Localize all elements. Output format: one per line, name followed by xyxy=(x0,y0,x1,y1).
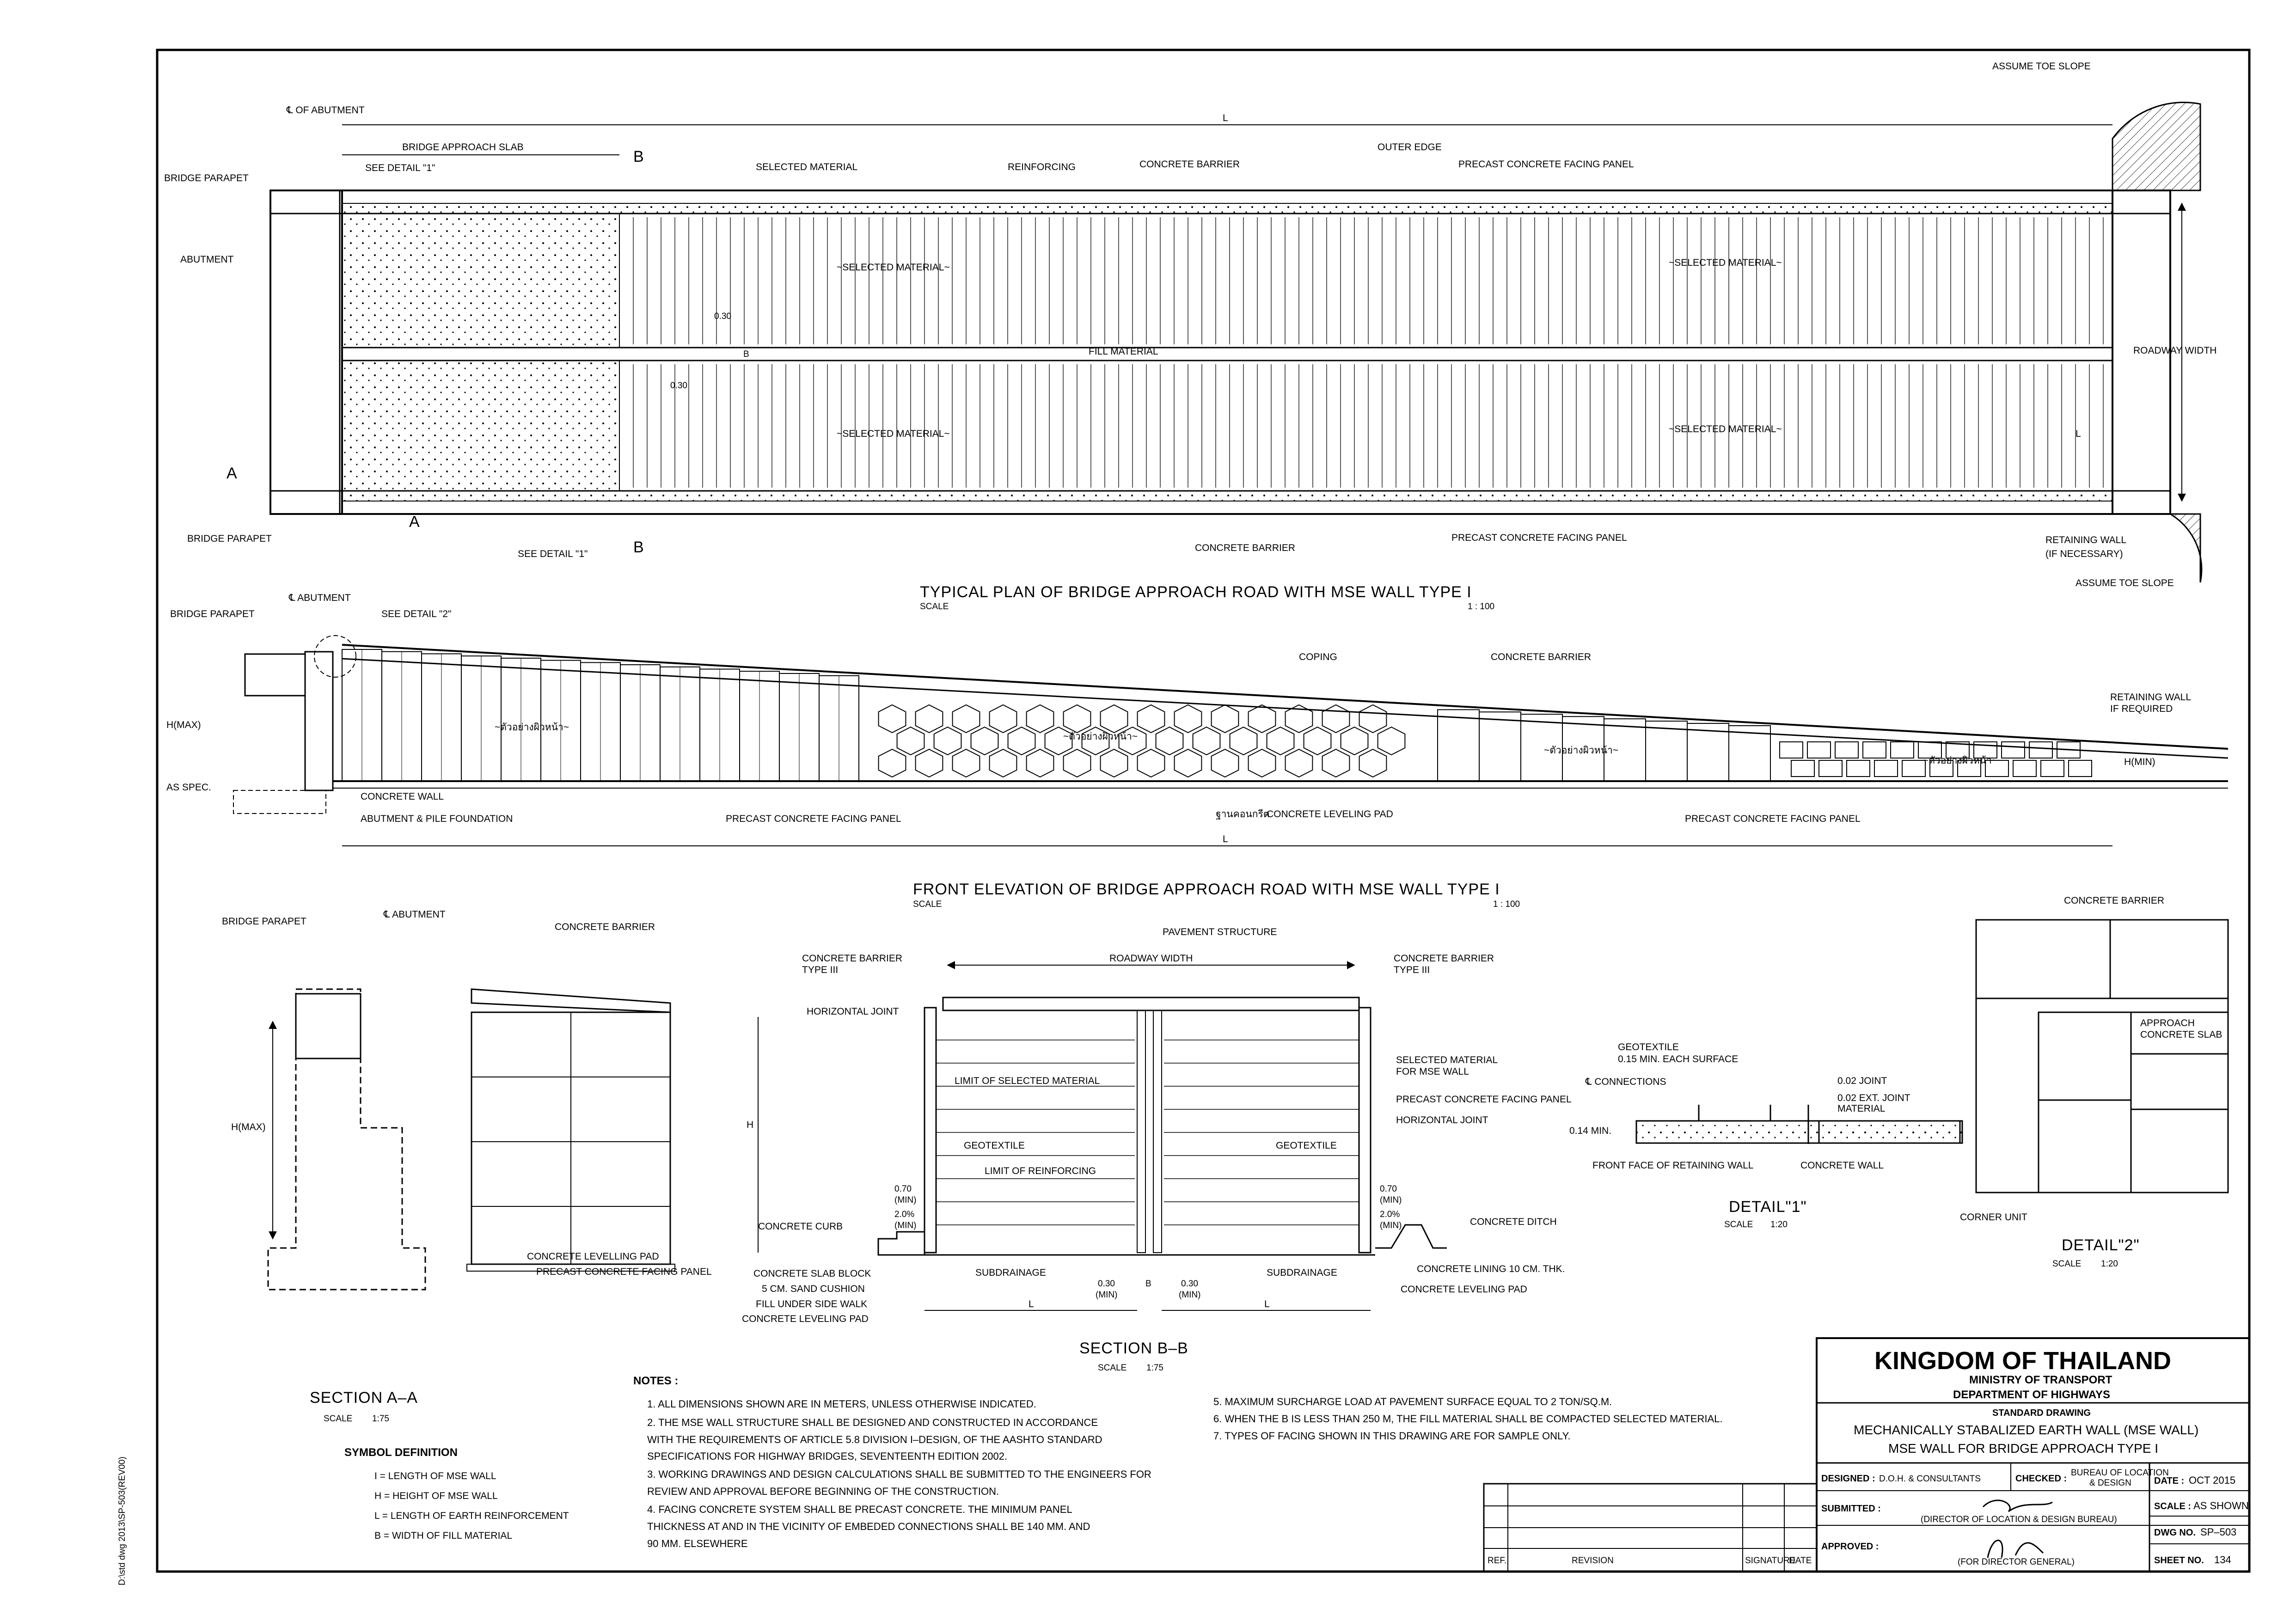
detail-2-scale-value: 1:20 xyxy=(2101,1259,2118,1269)
d1-label-material: MATERIAL xyxy=(1837,1103,1886,1114)
sbb-right-wall xyxy=(1359,1008,1371,1253)
sbb-label-l-right: L xyxy=(1264,1299,1270,1309)
elev-label-cl-abutment: ℄ ABUTMENT xyxy=(289,593,351,603)
elev-label-sample-2: ~ตัวอย่างผิวหน้า~ xyxy=(1063,731,1138,742)
label-dim-l-small: L xyxy=(2076,428,2081,439)
revision-revision: REVISION xyxy=(1572,1556,1614,1566)
notes-title: NOTES : xyxy=(633,1375,679,1387)
d1-label-geo-spec: 0.15 MIN. EACH SURFACE xyxy=(1618,1054,1739,1064)
elev-label-precast-1: PRECAST CONCRETE FACING PANEL xyxy=(726,814,901,824)
tb-line-2: MSE WALL FOR BRIDGE APPROACH TYPE I xyxy=(1888,1441,2158,1456)
label-fill-material: FILL MATERIAL xyxy=(1089,346,1158,357)
sbb-label-slab-block: CONCRETE SLAB BLOCK xyxy=(753,1268,871,1279)
label-dim-030-b: 0.30 xyxy=(670,381,687,391)
sbb-label-030-l: 0.30 xyxy=(1098,1279,1115,1289)
sbb-label-geo-right: GEOTEXTILE xyxy=(1276,1140,1337,1151)
cross-panel xyxy=(1780,742,1803,758)
hex-panel xyxy=(1267,727,1294,755)
elev-label-h-max: H(MAX) xyxy=(166,720,201,730)
elev-label-dim-l: L xyxy=(1223,834,1228,844)
label-see-detail-1-bottom: SEE DETAIL "1" xyxy=(518,549,588,559)
label-dim-l: L xyxy=(1223,113,1228,123)
section-bb-title: SECTION B–B xyxy=(1079,1340,1188,1357)
elevation-scale-label: SCALE xyxy=(913,899,942,909)
toe-slope-top xyxy=(2112,103,2200,190)
elev-label-as-spec: AS SPEC. xyxy=(166,782,211,793)
hex-panel xyxy=(1378,727,1405,755)
hex-panel xyxy=(897,727,925,755)
detail-2-scale-label: SCALE xyxy=(2052,1259,2082,1269)
hex-panel xyxy=(1249,705,1276,733)
detail-1 xyxy=(1569,1042,1962,1230)
elevation-coping-2 xyxy=(342,659,2228,758)
plan-facing-bottom xyxy=(342,491,2112,501)
elevation-scale-value: 1 : 100 xyxy=(1493,899,1520,909)
sbb-label-for-mse: FOR MSE WALL xyxy=(1396,1066,1469,1077)
symbol-item-2: H = HEIGHT OF MSE WALL xyxy=(374,1491,498,1501)
d1-label-geotextile: GEOTEXTILE xyxy=(1618,1042,1679,1052)
file-reference: D:\std dwg 2013\SP-503(REV00) xyxy=(117,1456,127,1585)
section-bb-scale-label: SCALE xyxy=(1098,1363,1127,1373)
elev-label-precast-2: PRECAST CONCRETE FACING PANEL xyxy=(1685,814,1861,824)
label-precast-bottom: PRECAST CONCRETE FACING PANEL xyxy=(1451,532,1627,543)
section-aa-parapet xyxy=(296,994,361,1058)
elev-label-concrete-barrier: CONCRETE BARRIER xyxy=(1491,652,1592,662)
hex-panel xyxy=(990,749,1017,777)
hex-panel xyxy=(1008,727,1035,755)
tb-dwg-value: SP–503 xyxy=(2200,1526,2237,1538)
sbb-label-070-r: 0.70 xyxy=(1380,1184,1397,1194)
sbb-label-030-r: 0.30 xyxy=(1181,1279,1198,1289)
label-roadway-width: ROADWAY WIDTH xyxy=(2133,345,2217,356)
label-precast-top: PRECAST CONCRETE FACING PANEL xyxy=(1458,159,1634,170)
sbb-label-limit-selected: LIMIT OF SELECTED MATERIAL xyxy=(955,1076,1100,1086)
section-bb xyxy=(742,927,1572,1373)
symbols-title: SYMBOL DEFINITION xyxy=(344,1446,458,1459)
note-r-3: 7. TYPES OF FACING SHOWN IN THIS DRAWING ARE FOR SAMPLE ONLY. xyxy=(1213,1430,1571,1442)
sbb-label-pad-left: CONCRETE LEVELING PAD xyxy=(742,1314,869,1324)
elev-label-bridge-parapet: BRIDGE PARAPET xyxy=(170,609,255,619)
note-l-4: SPECIFICATIONS FOR HIGHWAY BRIDGES, SEVENTEENTH EDITION 2002. xyxy=(647,1450,1008,1462)
sbb-label-curb: CONCRETE CURB xyxy=(758,1221,843,1232)
label-dim-b: B xyxy=(743,349,749,359)
hex-panel xyxy=(934,727,961,755)
label-selected-material-top: SELECTED MATERIAL xyxy=(756,162,858,172)
elev-label-sample-4: ~ตัวอย่างผิวหน้า~ xyxy=(1923,755,1998,766)
label-section-b-top: B xyxy=(633,148,644,165)
sbb-label-geo-left: GEOTEXTILE xyxy=(964,1140,1025,1151)
tb-approved-value: (FOR DIRECTOR GENERAL) xyxy=(1958,1557,2075,1567)
cross-panel xyxy=(2069,760,2092,777)
note-l-1: 1. ALL DIMENSIONS SHOWN ARE IN METERS, UNLESS OTHERWISE INDICATED. xyxy=(647,1398,1036,1410)
label-reinforcing: REINFORCING xyxy=(1008,162,1076,172)
detail-2-title: DETAIL"2" xyxy=(2062,1236,2140,1254)
elev-label-if-required: IF REQUIRED xyxy=(2110,704,2173,714)
sbb-label-min-070-r: (MIN) xyxy=(1380,1195,1402,1205)
tb-date-value: OCT 2015 xyxy=(2189,1474,2236,1486)
label-concrete-barrier-bottom: CONCRETE BARRIER xyxy=(1195,543,1296,553)
hex-panel xyxy=(1138,705,1165,733)
section-aa-title: SECTION A–A xyxy=(310,1389,418,1407)
sbb-label-slope-r: 2.0% xyxy=(1380,1210,1400,1219)
label-selected-fill-1: ~SELECTED MATERIAL~ xyxy=(837,262,950,273)
tb-sheet-value: 134 xyxy=(2214,1554,2231,1566)
saa-label-concrete-barrier: CONCRETE BARRIER xyxy=(555,922,655,932)
label-outer-edge: OUTER EDGE xyxy=(1378,142,1442,153)
tb-checked-label: CHECKED : xyxy=(2015,1474,2067,1484)
d2-outline xyxy=(1976,920,2228,1193)
detail-1-scale-value: 1:20 xyxy=(1770,1220,1788,1230)
tb-checked-value-2: & DESIGN xyxy=(2089,1478,2131,1488)
hex-panel xyxy=(1304,727,1331,755)
saa-label-bridge-parapet: BRIDGE PARAPET xyxy=(222,916,306,927)
note-l-6: REVIEW AND APPROVAL BEFORE BEGINNING OF THE CONSTRUCTION. xyxy=(647,1486,999,1497)
tb-checked-value-1: BUREAU OF LOCATION xyxy=(2071,1468,2169,1478)
detail-1-scale-label: SCALE xyxy=(1724,1220,1753,1230)
plan-view xyxy=(164,61,2216,612)
elev-label-retaining-wall: RETAINING WALL xyxy=(2110,692,2192,703)
hex-panel xyxy=(1064,705,1091,733)
sbb-label-l-left: L xyxy=(1029,1299,1034,1309)
sbb-curb xyxy=(878,1232,925,1255)
label-bridge-parapet-top: BRIDGE PARAPET xyxy=(164,173,249,184)
note-r-1: 5. MAXIMUM SURCHARGE LOAD AT PAVEMENT SURFACE EQUAL TO 2 TON/SQ.M. xyxy=(1213,1396,1612,1407)
cross-panel xyxy=(2013,760,2036,777)
cross-panel xyxy=(1874,760,1898,777)
symbol-item-3: L = LENGTH OF EARTH REINFORCEMENT xyxy=(374,1511,569,1521)
hex-panel xyxy=(879,705,906,733)
sbb-label-barrier-left: CONCRETE BARRIER xyxy=(802,953,903,964)
symbol-item-1: I = LENGTH OF MSE WALL xyxy=(374,1471,496,1481)
d2-label-slab: CONCRETE SLAB xyxy=(2140,1029,2223,1040)
hex-panel xyxy=(1322,705,1350,733)
d1-label-joint: 0.02 JOINT xyxy=(1837,1076,1887,1086)
label-see-detail-1-top: SEE DETAIL "1" xyxy=(365,163,435,173)
sbb-center-right xyxy=(1153,1010,1162,1253)
d1-wall-2 xyxy=(1819,1121,1962,1143)
sbb-label-limit-reinf: LIMIT OF REINFORCING xyxy=(985,1166,1096,1176)
d2-label-approach: APPROACH xyxy=(2140,1018,2195,1028)
plan-approach-slab-bottom xyxy=(342,361,619,491)
revision-ref: REF. xyxy=(1488,1556,1507,1566)
sbb-label-barrier-right: CONCRETE BARRIER xyxy=(1394,953,1494,964)
title-block xyxy=(1817,1338,2249,1572)
sbb-label-subdrain-left: SUBDRAINAGE xyxy=(975,1267,1046,1278)
label-bridge-parapet-bottom: BRIDGE PARAPET xyxy=(187,533,272,544)
saa-label-cl-abutment: ℄ ABUTMENT xyxy=(384,909,446,920)
hex-panel xyxy=(1286,749,1313,777)
section-aa-scale-label: SCALE xyxy=(324,1414,353,1424)
detail-2 xyxy=(1960,895,2228,1269)
hex-panel xyxy=(971,727,998,755)
sbb-label-b: B xyxy=(1145,1279,1151,1289)
hex-panel xyxy=(1156,727,1183,755)
sbb-label-h: H xyxy=(747,1119,754,1130)
sbb-label-min-slope-r: (MIN) xyxy=(1380,1221,1402,1230)
d2-label-barrier: CONCRETE BARRIER xyxy=(2064,895,2165,906)
plan-title: TYPICAL PLAN OF BRIDGE APPROACH ROAD WITH MSE WALL TYPE I xyxy=(920,583,1472,601)
hex-panel xyxy=(916,749,943,777)
note-l-2: 2. THE MSE WALL STRUCTURE SHALL BE DESIGNED AND CONSTRUCTED IN ACCORDANCE xyxy=(647,1417,1098,1428)
hex-panel xyxy=(990,705,1017,733)
d1-label-concrete-wall: CONCRETE WALL xyxy=(1800,1160,1884,1171)
d1-label-ext-joint: 0.02 EXT. JOINT xyxy=(1837,1093,1910,1103)
label-bridge-approach-slab: BRIDGE APPROACH SLAB xyxy=(402,142,524,153)
cross-panel xyxy=(1791,760,1814,777)
hex-panel xyxy=(1027,705,1054,733)
hex-panel xyxy=(1212,749,1239,777)
note-l-8: THICKNESS AT AND IN THE VICINITY OF EMBEDED CONNECTIONS SHALL BE 140 MM. AND xyxy=(647,1521,1090,1532)
sbb-label-min-030-r: (MIN) xyxy=(1179,1290,1201,1300)
label-if-necessary: (IF NECESSARY) xyxy=(2045,549,2123,559)
saa-label-h-max: H(MAX) xyxy=(231,1122,266,1132)
d2-label-corner: CORNER UNIT xyxy=(1960,1212,2027,1223)
hex-panel xyxy=(1193,727,1220,755)
plan-approach-slab-top xyxy=(342,214,619,348)
sbb-label-min-slope-l: (MIN) xyxy=(894,1221,917,1230)
d1-label-front-face: FRONT FACE OF RETAINING WALL xyxy=(1592,1160,1754,1171)
sbb-label-slope-l: 2.0% xyxy=(894,1210,915,1219)
revision-signature: SIGNATURE xyxy=(1745,1556,1796,1566)
sbb-label-pad-right: CONCRETE LEVELING PAD xyxy=(1401,1284,1527,1295)
hex-panel xyxy=(953,749,980,777)
elev-label-sample-1: ~ตัวอย่างผิวหน้า~ xyxy=(495,722,569,733)
sbb-label-ditch: CONCRETE DITCH xyxy=(1470,1217,1557,1227)
sbb-label-sand: 5 CM. SAND CUSHION xyxy=(762,1284,865,1294)
elevation-title: FRONT ELEVATION OF BRIDGE APPROACH ROAD WITH MSE WALL TYPE I xyxy=(913,881,1500,898)
hex-panel xyxy=(1341,727,1368,755)
plan-abutment-block xyxy=(270,190,340,514)
tb-submitted-label: SUBMITTED : xyxy=(1821,1504,1881,1514)
elevation-coping xyxy=(342,645,2228,749)
sbb-label-precast: PRECAST CONCRETE FACING PANEL xyxy=(1396,1094,1572,1105)
hex-panel xyxy=(1322,749,1350,777)
elevation-pile-cap xyxy=(233,790,326,814)
elev-label-abutment-pile: ABUTMENT & PILE FOUNDATION xyxy=(361,814,513,824)
hex-panel xyxy=(1027,749,1054,777)
cross-panel xyxy=(1863,742,1886,758)
plan-facing-top xyxy=(342,203,2112,214)
hex-panel xyxy=(1175,705,1202,733)
d1-label-connections: ℄ CONNECTIONS xyxy=(1586,1077,1666,1087)
elevation-abutment-wall xyxy=(305,652,333,790)
hex-panel xyxy=(1101,705,1128,733)
tb-approved-label: APPROVED : xyxy=(1821,1542,1879,1552)
sbb-label-subdrain-right: SUBDRAINAGE xyxy=(1267,1267,1337,1278)
tb-submitted-signature xyxy=(1983,1500,2052,1511)
sbb-label-070-l: 0.70 xyxy=(894,1184,912,1194)
cross-panel xyxy=(1847,760,1870,777)
elev-label-h-min: H(MIN) xyxy=(2124,757,2155,767)
elev-label-base-th: ฐานคอนกรีต xyxy=(1216,809,1270,820)
saa-label-precast: PRECAST CONCRETE FACING PANEL xyxy=(536,1266,712,1277)
symbol-definition xyxy=(344,1446,569,1541)
cross-panel xyxy=(1807,742,1831,758)
section-aa-barrier xyxy=(471,989,670,1012)
label-selected-fill-2: ~SELECTED MATERIAL~ xyxy=(1669,257,1782,268)
section-aa xyxy=(222,909,712,1424)
cross-panel xyxy=(1819,760,1842,777)
sbb-label-hj-left: HORIZONTAL JOINT xyxy=(807,1006,899,1017)
tb-country: KINGDOM OF THAILAND xyxy=(1874,1347,2171,1375)
sbb-label-roadway: ROADWAY WIDTH xyxy=(1109,953,1193,964)
plan-scale-value: 1 : 100 xyxy=(1468,602,1495,612)
label-concrete-barrier-top: CONCRETE BARRIER xyxy=(1139,159,1240,170)
hex-panel xyxy=(1359,749,1387,777)
elevation-panel-2 xyxy=(1479,712,1521,781)
cross-panel xyxy=(2029,742,2052,758)
plan-reinforcing-strips xyxy=(633,217,2103,488)
toe-slope-bottom xyxy=(2170,514,2202,582)
sbb-label-hj-right: HORIZONTAL JOINT xyxy=(1396,1115,1488,1126)
cross-panel xyxy=(2002,742,2025,758)
cross-panel xyxy=(1902,760,1925,777)
elevation-hex-panels xyxy=(879,705,1405,777)
tb-sheet-label: SHEET NO. xyxy=(2154,1555,2204,1566)
hex-panel xyxy=(1249,749,1276,777)
note-r-2: 6. WHEN THE B IS LESS THAN 250 M, THE FILL MATERIAL SHALL BE COMPACTED SELECTED MATERIAL. xyxy=(1213,1413,1723,1425)
hex-panel xyxy=(1359,705,1387,733)
tb-date-label: DATE : xyxy=(2154,1476,2185,1486)
hex-panel xyxy=(1064,749,1091,777)
cross-panel xyxy=(2041,760,2064,777)
label-section-b-bottom: B xyxy=(633,538,644,556)
label-cl-abutment: ℄ OF ABUTMENT xyxy=(287,105,365,116)
cross-panel xyxy=(1891,742,1914,758)
hex-panel xyxy=(916,705,943,733)
label-section-a-2: A xyxy=(409,513,420,531)
tb-ministry: MINISTRY OF TRANSPORT xyxy=(1969,1374,2112,1386)
label-selected-fill-4: ~SELECTED MATERIAL~ xyxy=(1669,424,1782,434)
label-assume-toe-slope-top: ASSUME TOE SLOPE xyxy=(1992,61,2091,72)
section-bb-scale-value: 1:75 xyxy=(1146,1363,1163,1373)
elev-label-see-detail-2: SEE DETAIL "2" xyxy=(381,609,452,619)
saa-label-levelling-pad: CONCRETE LEVELLING PAD xyxy=(527,1251,659,1262)
tb-approved-signature xyxy=(1988,1541,2043,1558)
hex-panel xyxy=(1138,749,1165,777)
elevation-panel-2 xyxy=(1438,710,1479,781)
tb-dwg-label: DWG NO. xyxy=(2154,1528,2196,1538)
tb-department: DEPARTMENT OF HIGHWAYS xyxy=(1953,1389,2111,1401)
elev-label-coping: COPING xyxy=(1299,652,1337,662)
label-assume-toe-slope-bottom: ASSUME TOE SLOPE xyxy=(2076,578,2174,588)
sbb-center-left xyxy=(1137,1010,1145,1253)
label-retaining-wall: RETAINING WALL xyxy=(2045,535,2127,545)
hex-panel xyxy=(1230,727,1257,755)
hex-panel xyxy=(1175,749,1202,777)
tb-standard: STANDARD DRAWING xyxy=(1992,1408,2091,1418)
hex-panel xyxy=(953,705,980,733)
section-aa-abutment xyxy=(268,989,425,1290)
sbb-label-pavement: PAVEMENT STRUCTURE xyxy=(1163,927,1277,937)
detail-1-title: DETAIL"1" xyxy=(1729,1198,1807,1216)
detail-2-callout xyxy=(314,636,356,677)
notes xyxy=(633,1375,1723,1549)
plan-scale-label: SCALE xyxy=(920,602,949,612)
revision-block xyxy=(1484,1484,1817,1572)
sbb-reinforcing-strips xyxy=(936,1040,1359,1225)
tb-scale-label: SCALE : xyxy=(2154,1501,2191,1511)
hex-panel xyxy=(1101,749,1128,777)
d1-label-014: 0.14 MIN. xyxy=(1569,1126,1612,1136)
tb-scale-value: AS SHOWN xyxy=(2193,1500,2249,1511)
note-l-3: WITH THE REQUIREMENTS OF ARTICLE 5.8 DIVISION I–DESIGN, OF THE AASHTO STANDARD xyxy=(647,1434,1102,1445)
tb-line-1: MECHANICALLY STABALIZED EARTH WALL (MSE WALL) xyxy=(1854,1423,2199,1437)
sbb-label-lining: CONCRETE LINING 10 CM. THK. xyxy=(1417,1264,1565,1274)
sbb-label-type-right: TYPE III xyxy=(1394,965,1430,975)
section-aa-scale-value: 1:75 xyxy=(372,1414,389,1424)
sbb-label-min-070-l: (MIN) xyxy=(894,1195,917,1205)
tb-designed-value: D.O.H. & CONSULTANTS xyxy=(1879,1474,1981,1484)
cross-panel xyxy=(1835,742,1858,758)
symbol-item-4: B = WIDTH OF FILL MATERIAL xyxy=(374,1530,513,1541)
sbb-label-type-left: TYPE III xyxy=(802,965,839,975)
sbb-label-min-030-l: (MIN) xyxy=(1096,1290,1118,1300)
note-l-5: 3. WORKING DRAWINGS AND DESIGN CALCULATIONS SHALL BE SUBMITTED TO THE ENGINEERS FOR xyxy=(647,1468,1151,1480)
hex-panel xyxy=(879,749,906,777)
label-selected-fill-3: ~SELECTED MATERIAL~ xyxy=(837,428,950,439)
label-dim-030-a: 0.30 xyxy=(714,312,731,321)
elev-label-sample-3: ~ตัวอย่างผิวหน้า~ xyxy=(1544,745,1619,756)
elevation-view xyxy=(166,593,2228,909)
note-l-9: 90 MM. ELSEWHERE xyxy=(647,1538,748,1549)
d2-corner-unit xyxy=(2039,1012,2131,1193)
label-section-a: A xyxy=(227,465,238,482)
elev-label-concrete-wall: CONCRETE WALL xyxy=(361,791,444,802)
hex-panel xyxy=(1212,705,1239,733)
tb-designed-label: DESIGNED : xyxy=(1821,1474,1875,1484)
sbb-pavement xyxy=(943,997,1359,1010)
sbb-label-selected: SELECTED MATERIAL xyxy=(1396,1055,1498,1065)
sbb-left-wall xyxy=(925,1008,936,1253)
elevation-panel-2 xyxy=(1646,721,1687,781)
tb-submitted-value: (DIRECTOR OF LOCATION & DESIGN BUREAU) xyxy=(1921,1515,2117,1524)
label-abutment: ABUTMENT xyxy=(180,254,234,265)
elev-label-leveling-pad: CONCRETE LEVELING PAD xyxy=(1267,809,1393,820)
note-l-7: 4. FACING CONCRETE SYSTEM SHALL BE PRECAST CONCRETE. THE MINIMUM PANEL xyxy=(647,1504,1072,1515)
sbb-label-fill-sidewalk: FILL UNDER SIDE WALK xyxy=(756,1299,868,1309)
revision-date: DATE xyxy=(1789,1556,1812,1566)
elevation-abutment xyxy=(245,654,305,696)
